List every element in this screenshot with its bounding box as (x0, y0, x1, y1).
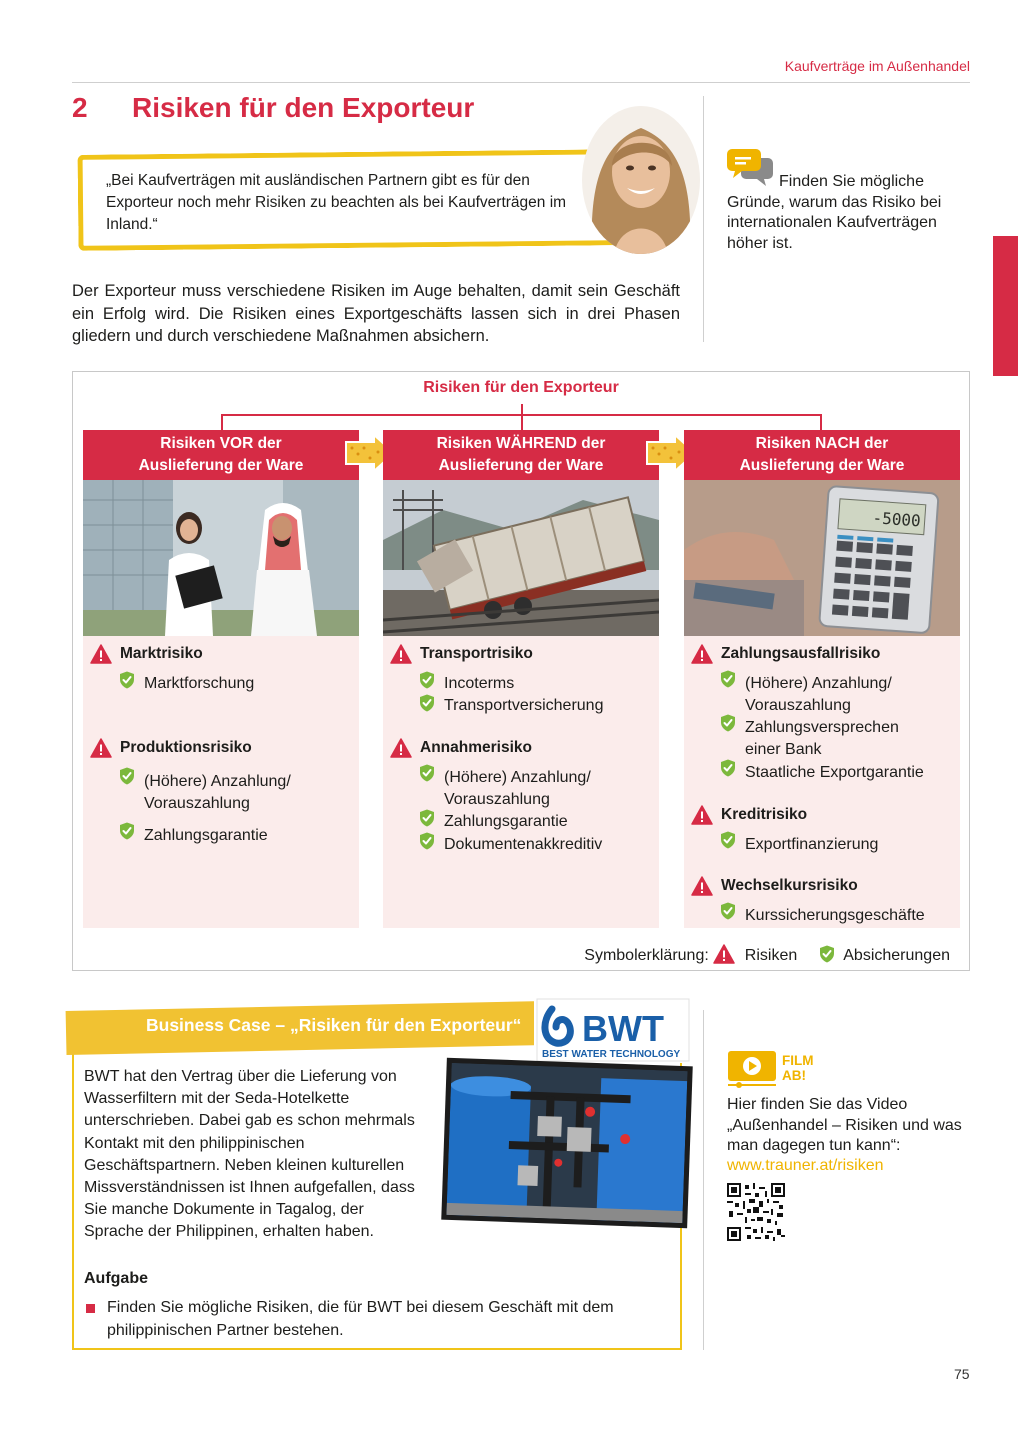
safeguard-shield-icon (119, 822, 135, 845)
think-prompt-text: Finden Sie mögliche Gründe, warum das Risiko bei internationalen Kaufverträgen höher ist. (727, 173, 942, 252)
safeguard-shield-icon (720, 902, 736, 925)
woman-portrait-image (582, 106, 700, 254)
quote-text: „Bei Kaufverträgen mit ausländischen Partnern gibt es für den Exporteur noch mehr Risiken zu beachten als bei Kaufverträgen im Inland.“ (106, 172, 567, 233)
safeguard-shield-icon (119, 767, 135, 790)
bullet-square-icon (86, 1304, 95, 1313)
safeguard-item: (Höhere) Anzahlung/ Vorauszahlung (745, 675, 892, 714)
bwt-logo-text: BWT (582, 1008, 664, 1049)
safeguard-item: Exportfinanzierung (745, 836, 879, 853)
safeguard-shield-icon (720, 714, 736, 737)
section-title: Risiken für den Exporteur (132, 92, 475, 123)
safeguard-item: Zahlungsgarantie (144, 827, 268, 844)
bwt-logo (534, 997, 692, 1063)
warning-icon (713, 944, 735, 964)
safeguard-item: (Höhere) Anzahlung/ Vorauszahlung (144, 773, 291, 812)
column-heading-after: Risiken NACH der Auslieferung der Ware (684, 430, 960, 480)
safeguard-item: Dokumentenakkreditiv (444, 836, 603, 853)
column-heading-during: Risiken WÄHREND der Auslieferung der Ware (383, 430, 659, 480)
safeguard-item: Zahlungsgarantie (444, 813, 568, 830)
legend-label: Symbolerklärung: (584, 947, 709, 964)
warning-icon (691, 805, 713, 825)
business-meeting-image (83, 480, 359, 636)
warning-icon (390, 738, 412, 758)
calculator-display-text: -5000 (871, 508, 922, 531)
diagram-connector-middle (521, 404, 523, 430)
film-label: FILM AB! (782, 1053, 814, 1083)
business-case-title: Business Case – „Risiken für den Exporteur“ (146, 1015, 522, 1035)
page-number: 75 (954, 1366, 970, 1382)
safeguard-item: Transportversicherung (444, 697, 604, 714)
safeguard-item: Marktforschung (144, 675, 255, 692)
safeguard-item: Incoterms (444, 675, 515, 692)
risk-item: Marktrisiko (90, 644, 203, 664)
qr-code-icon[interactable] (727, 1183, 785, 1241)
business-case-text: BWT hat den Vertrag über die Lieferung von Wasserfiltern mit der Seda-Hotelkette unterschrieben. Dabei gab es schon mehrmals Kontakt mit den philippinischen Geschäftspartnern. Neben kleinen kulturellen Missverständnissen ist Ihnen aufgefallen, dass Sie manche Dokumente in Tagalog, der Sprache der Philippinen, erhalten haben. (84, 1068, 415, 1241)
safeguard-shield-icon (720, 759, 736, 782)
safeguard-shield-icon (720, 670, 736, 693)
film-link[interactable]: www.trauner.at/risiken (727, 1157, 884, 1174)
column-divider (703, 96, 704, 342)
legend-safeguard-label: Absicherungen (843, 947, 950, 964)
bwt-logo-subtext: BEST WATER TECHNOLOGY (542, 1049, 681, 1060)
safeguard-shield-icon (419, 764, 435, 787)
derailed-train-image (383, 480, 659, 636)
diagram-connector-left (221, 414, 223, 430)
intro-paragraph: Der Exporteur muss verschiedene Risiken im Auge behalten, damit sein Geschäft ein Erfolg wird. Die Risiken eines Exportgeschäfts lassen sich in drei Phasen gliedern und durch verschiedene Maßnahmen absichern. (72, 282, 680, 345)
risk-item: Annahmerisiko (390, 738, 532, 758)
legend-risk-label: Risiken (744, 947, 798, 964)
column-divider (703, 1010, 704, 1350)
risk-item: Zahlungsausfallrisiko (691, 644, 880, 664)
safeguard-item: Kurssicherungsgeschäfte (745, 907, 925, 924)
safeguard-shield-icon (419, 671, 435, 694)
chapter-side-tab (993, 236, 1018, 376)
shield-check-icon (819, 945, 835, 963)
calculator-image (684, 480, 960, 636)
warning-icon (691, 876, 713, 896)
risk-item: Produktionsrisiko (90, 738, 252, 758)
risk-item: Wechselkursrisiko (691, 876, 858, 896)
diagram-connector-right (820, 414, 822, 430)
safeguard-item: Staatliche Exportgarantie (745, 764, 924, 781)
safeguard-item: Zahlungsversprechen einer Bank (745, 719, 899, 758)
safeguard-shield-icon (419, 809, 435, 832)
diagram-title: Risiken für den Exporteur (423, 379, 619, 396)
task-title: Aufgabe (84, 1270, 148, 1287)
safeguard-shield-icon (720, 831, 736, 854)
section-number: 2 (72, 92, 88, 123)
running-head: Kaufverträge im Außenhandel (784, 58, 970, 74)
risk-item: Transportrisiko (390, 644, 533, 664)
symbol-legend (584, 944, 950, 968)
header-rule (72, 82, 970, 83)
video-play-icon[interactable] (727, 1050, 777, 1093)
safeguard-shield-icon (419, 694, 435, 717)
task-item: Finden Sie mögliche Risiken, die für BWT bei diesem Geschäft mit dem philippinischen Partner bestehen. (84, 1297, 644, 1342)
warning-icon (691, 644, 713, 664)
warning-icon (390, 644, 412, 664)
column-heading-before: Risiken VOR der Auslieferung der Ware (83, 430, 359, 480)
warning-icon (90, 738, 112, 758)
warning-icon (90, 644, 112, 664)
safeguard-item: (Höhere) Anzahlung/ Vorauszahlung (444, 769, 591, 808)
safeguard-shield-icon (119, 671, 135, 694)
film-text: Hier finden Sie das Video „Außenhandel – Risiken und was man dagegen tun kann“: (727, 1096, 962, 1154)
safeguard-shield-icon (419, 832, 435, 855)
risk-item: Kreditrisiko (691, 805, 807, 825)
water-filter-plant-image (446, 1063, 687, 1223)
